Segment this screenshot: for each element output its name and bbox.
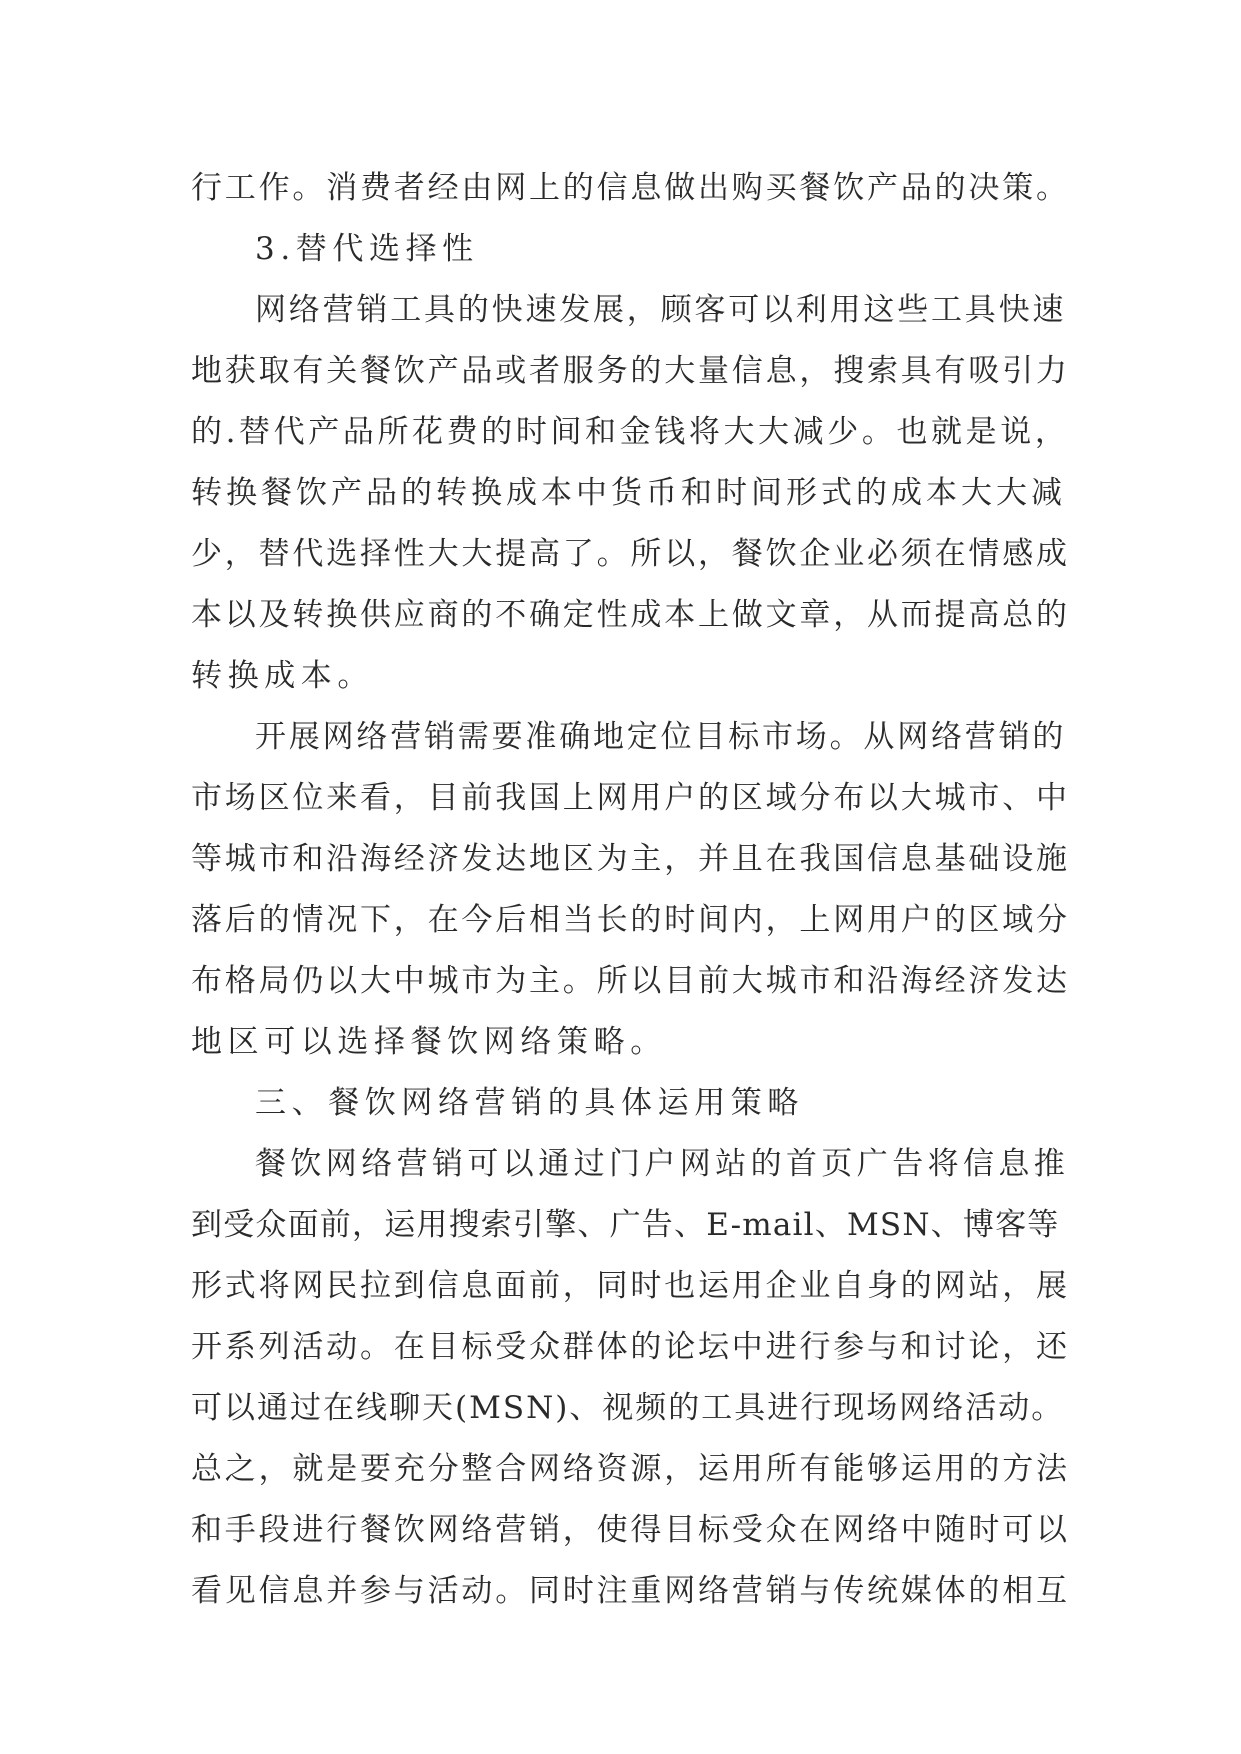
text-line: 到受众面前，运用搜索引擎、广告、E-mail、MSN、博客等 xyxy=(191,1207,1060,1243)
text-line: 落后的情况下，在今后相当长的时间内，上网用户的区域分 xyxy=(191,902,1070,938)
text-line: 开系列活动。在目标受众群体的论坛中进行参与和讨论，还 xyxy=(191,1329,1070,1365)
text-line: 的.替代产品所花费的时间和金钱将大大减少。也就是说， xyxy=(191,414,1070,450)
text-line: 地获取有关餐饮产品或者服务的大量信息，搜索具有吸引力 xyxy=(191,353,1070,389)
text-line: 转换餐饮产品的转换成本中货币和时间形式的成本大大减 xyxy=(191,475,1066,511)
text-line: 开展网络营销需要准确地定位目标市场。从网络营销的 xyxy=(255,719,1067,755)
text-line: 本以及转换供应商的不确定性成本上做文章，从而提高总的 xyxy=(191,597,1070,633)
text-line: 和手段进行餐饮网络营销，使得目标受众在网络中随时可以 xyxy=(191,1512,1070,1548)
text-line: 总之，就是要充分整合网络资源，运用所有能够运用的方法 xyxy=(191,1451,1070,1487)
text-line: 形式将网民拉到信息面前，同时也运用企业自身的网站，展 xyxy=(191,1268,1070,1304)
text-line: 布格局仍以大中城市为主。所以目前大城市和沿海经济发达 xyxy=(191,963,1070,999)
text-line: 少，替代选择性大大提高了。所以，餐饮企业必须在情感成 xyxy=(191,536,1070,572)
text-line: 市场区位来看，目前我国上网用户的区域分布以大城市、中 xyxy=(191,780,1070,816)
section-heading: 三、餐饮网络营销的具体运用策略 xyxy=(255,1085,804,1121)
section-heading: 3.替代选择性 xyxy=(255,231,479,267)
text-line: 转换成本。 xyxy=(191,658,374,694)
text-line: 地区可以选择餐饮网络策略。 xyxy=(191,1024,667,1060)
text-line: 等城市和沿海经济发达地区为主，并且在我国信息基础设施 xyxy=(191,841,1070,877)
text-line: 餐饮网络营销可以通过门户网站的首页广告将信息推 xyxy=(255,1146,1070,1182)
text-line: 可以通过在线聊天(MSN)、视频的工具进行现场网络活动。 xyxy=(191,1390,1065,1426)
body-text xyxy=(191,158,1071,1622)
text-line: 行工作。消费者经由网上的信息做出购买餐饮产品的决策。 xyxy=(191,170,1070,206)
text-line: 网络营销工具的快速发展，顾客可以利用这些工具快速 xyxy=(255,292,1067,328)
text-line: 看见信息并参与活动。同时注重网络营销与传统媒体的相互 xyxy=(191,1573,1070,1609)
